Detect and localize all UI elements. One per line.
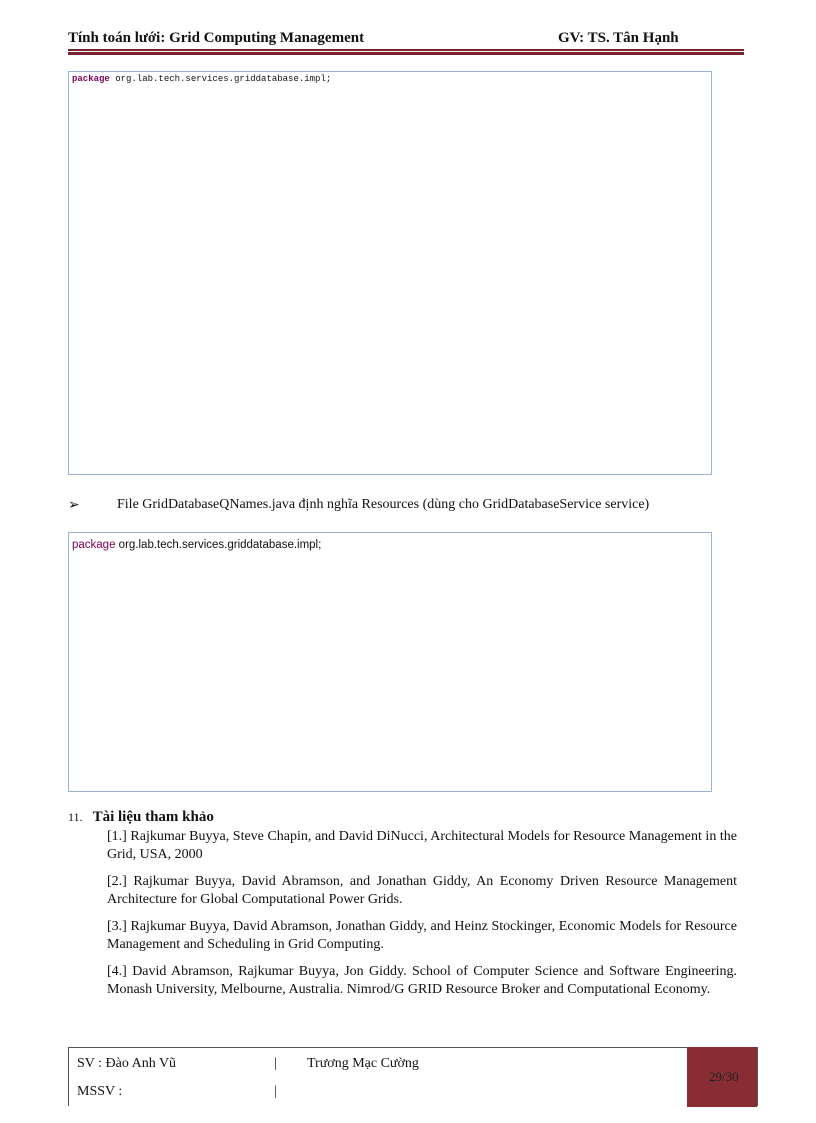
reference-item: [2.] Rajkumar Buyya, David Abramson, and Jonathan Giddy, An Economy Driven Resource Management Architecture for Global Computational Power Grids. (107, 874, 737, 907)
page-number: 29/30 (709, 1069, 739, 1084)
header-rule-thin (68, 49, 744, 51)
page-header (68, 28, 744, 50)
code-line: package org.lab.tech.services.griddatabase.impl; (72, 539, 322, 551)
footer-student-id: MSSV : (77, 1084, 123, 1099)
section-title: Tài liệu tham khảo (92, 809, 214, 825)
header-author: GV: TS. Tân Hạnh (558, 30, 679, 46)
reference-list (107, 828, 737, 1008)
footer-student: SV : Đào Anh Vũ (77, 1056, 177, 1071)
code-block-grid-database-service (68, 71, 712, 475)
section-number: 11. (68, 810, 83, 824)
footer-separator: | (274, 1084, 277, 1099)
page-footer (68, 1047, 758, 1106)
header-rule-thick (68, 52, 744, 55)
footer-student-2: Trương Mạc Cường (307, 1056, 419, 1071)
section-heading (68, 808, 214, 826)
code-line: package org.lab.tech.services.griddatabase.impl; (72, 74, 332, 84)
bullet-text: File GridDatabaseQNames.java định nghĩa Resources (dùng cho GridDatabaseService service) (117, 497, 650, 512)
header-title: Tính toán lưới: Grid Computing Management (68, 30, 365, 46)
reference-item: [1.] Rajkumar Buyya, Steve Chapin, and David DiNucci, Architectural Models for Resource Management in the Grid, USA, 2000 (107, 829, 737, 862)
footer-separator: | (274, 1056, 277, 1071)
code-block-grid-database-qnames (68, 532, 712, 792)
reference-item: [3.] Rajkumar Buyya, David Abramson, Jonathan Giddy, and Heinz Stockinger, Economic Models for Resource Management and Scheduling in Grid Computing. (107, 919, 737, 952)
reference-item: [4.] David Abramson, Rajkumar Buyya, Jon Giddy. School of Computer Science and Software Engineering. Monash University, Melbourne, Australia. Nimrod/G GRID Resource Broker and Computational Economy. (107, 964, 737, 997)
bullet-arrow-icon: ➢ (68, 498, 80, 513)
page-number-box (687, 1047, 757, 1107)
